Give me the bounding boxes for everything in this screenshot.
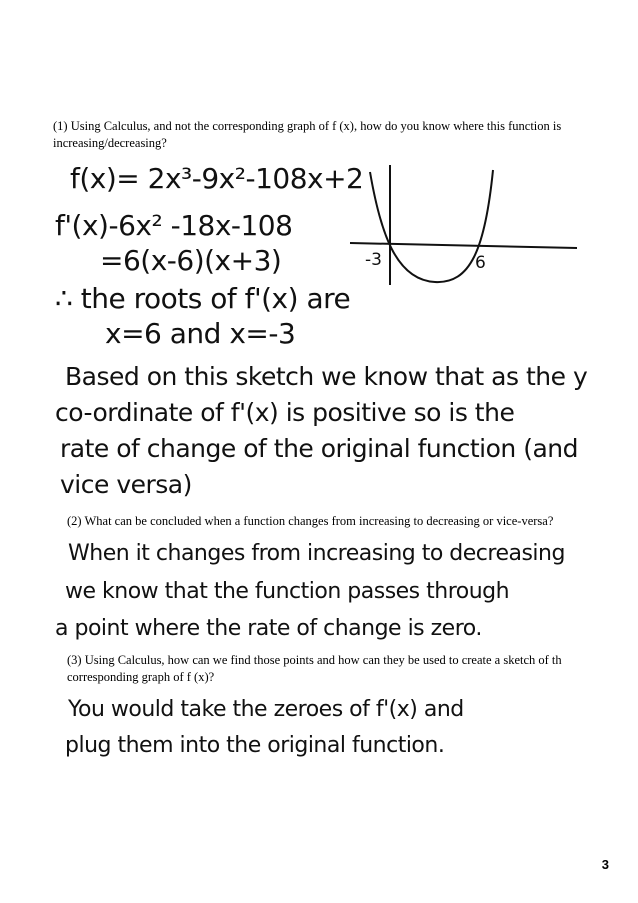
answer-line-factored: =6(x-6)(x+3) [100,244,282,277]
answer-line-derivative: f'(x)-6x² -18x-108 [55,209,293,242]
answer-line-explanation-3: rate of change of the original function (and [60,434,578,463]
derivative-sketch [345,160,585,295]
answer3-line-1: You would take the zeroes of f'(x) and [68,697,464,722]
answer3-line-2: plug them into the original function. [65,733,445,758]
answer2-line-1: When it changes from increasing to decreasing [68,541,565,566]
root-label-left: -3 [365,250,382,270]
page-number: 3 [601,857,609,872]
answer-line-explanation-2: co-ordinate of f'(x) is positive so is the [55,398,515,427]
answer-line-function: f(x)= 2x³-9x²-108x+2 [70,162,364,195]
question-3-prompt: (3) Using Calculus, how can we find those points and how can they be used to create a sketch of th corresponding graph of f (x)? [67,653,562,684]
answer-line-roots: x=6 and x=-3 [105,317,296,350]
answer2-line-2: we know that the function passes through [65,579,510,604]
answer-line-explanation-4: vice versa) [60,470,192,499]
answer2-line-3: a point where the rate of change is zero. [55,616,482,641]
question-1-prompt: (1) Using Calculus, and not the corresponding graph of f (x), how do you know where this function is increasing/decreasing? [53,119,562,150]
x-axis [350,243,577,248]
answer-line-roots-intro: ∴ the roots of f'(x) are [55,282,351,315]
answer-line-explanation-1: Based on this sketch we know that as the y [65,362,588,391]
root-label-right: 6 [475,253,486,273]
question-2-prompt: (2) What can be concluded when a function changes from increasing to decreasing or vice-versa? [67,514,554,528]
